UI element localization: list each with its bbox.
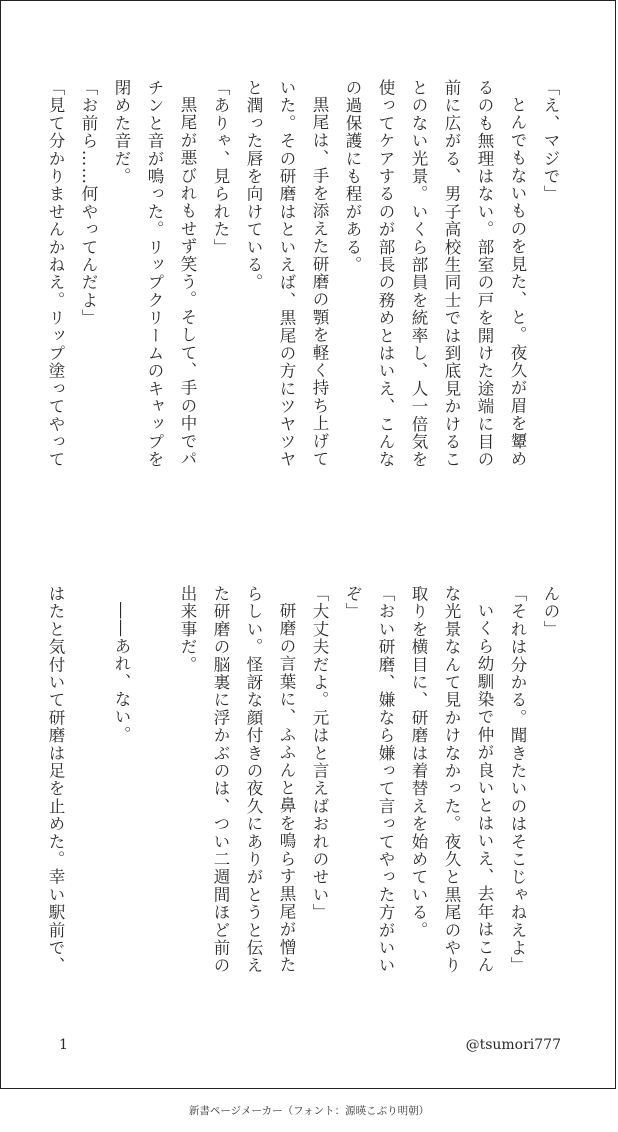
text-line: 「見て分かりませんかねえ。リップ塗ってやって [46,79,65,469]
text-line: 「ありゃ、見られた」 [211,79,230,256]
text-line: 「大丈夫だよ。元はと言えばおれのせい」 [310,585,329,922]
text-line: 取りを横目に、研磨は着替えを始めている。 [409,585,428,939]
upper-text-block [39,79,567,549]
text-line: はたと気付いて研磨は足を止めた。幸い駅前で、 [46,585,65,975]
text-line: チンと音が鳴った。リップクリームのキャップを [145,79,164,469]
text-line: 「え、マジで」 [541,79,560,203]
text-line [72,585,105,1025]
text-line: いた。その研磨はといえば、黒尾の方にツヤツヤ [277,79,296,469]
text-line: 出来事だ。 [178,585,197,674]
text-line: らしい。怪訝な顔付きの夜久にありがとうと伝え [244,585,263,975]
footer-credit: 新書ページメーカー（フォント：源暎こぶり明朝） [188,1105,430,1117]
text-line: とのない光景。いくら部員を統率し、人一倍気を [409,79,428,469]
text-line: とんでもないものを見た、と。夜久が眉を顰め [508,95,527,468]
text-line: た研磨の脳裏に浮かぶのは、つい二週間ほど前の [211,585,230,975]
text-line: 黒尾が悪びれもせず笑う。そして、手の中でパ [178,95,197,468]
text-line: 閉めた音だ。 [112,79,131,186]
text-line: るのも無理はない。部室の戸を開けた途端に目の [475,79,494,469]
text-line: 研磨の言葉に、ふふんと鼻を鳴らす黒尾が憎た [277,601,296,974]
text-line: な光景なんて見かけなかった。夜久と黒尾のやり [442,585,461,975]
text-line: ぞ」 [343,585,362,621]
text-line: の過保護にも程がある。 [343,79,362,274]
text-line: 「お前ら……何やってんだよ」 [79,79,98,327]
lower-text-block [39,585,567,1025]
page-number: 1 [59,1037,68,1053]
text-line: ――あれ、ない。 [112,601,131,744]
text-line: 黒尾は、手を添えた研磨の顎を軽く持ち上げて [310,95,329,468]
text-line: 使ってケアするのが部長の務めとはいえ、こんな [376,79,395,469]
text-line: 「それは分かる。聞きたいのはそこじゃねえよ」 [508,585,527,975]
text-line [138,585,171,1025]
text-line: んの」 [541,585,560,639]
text-line: 前に広がる、男子高校生同士では到底見かけるこ [442,79,461,469]
text-line: と潤った唇を向けている。 [244,79,263,292]
text-line: 「おい研磨、嫌なら嫌って言ってやった方がいい [376,585,395,975]
text-line: いくら幼馴染で仲が良いとはいえ、去年はこん [475,601,494,974]
author-handle: @tsumori777 [465,1037,561,1053]
